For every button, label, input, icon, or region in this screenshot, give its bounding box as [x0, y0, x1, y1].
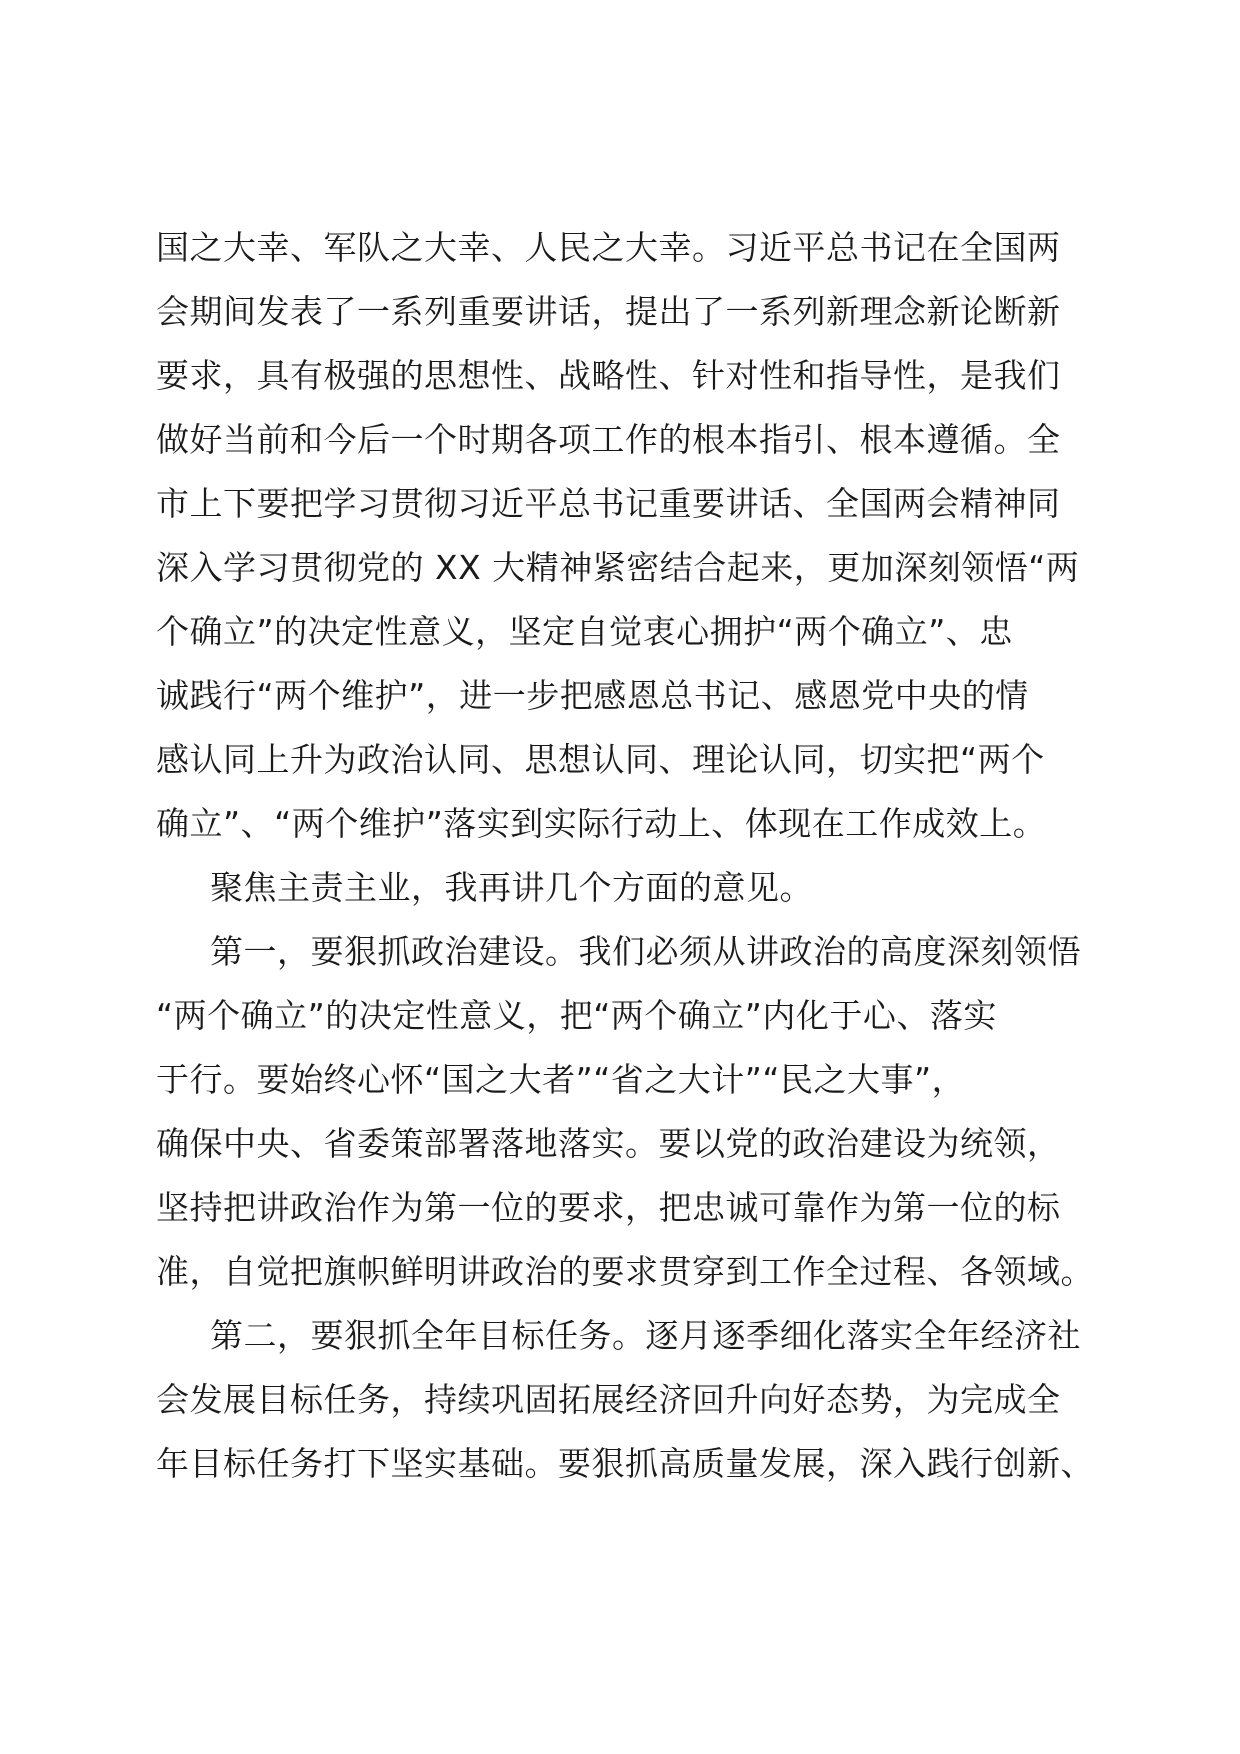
paragraph-first-line: 第二，要狠抓全年目标任务。逐月逐季细化落实全年经济社 [210, 1316, 1081, 1355]
text-line: 诚践行“两个维护”，进一步把感恩总书记、感恩党中央的情 [156, 676, 1029, 715]
text-line: 深入学习贯彻党的 XX 大精神紧密结合起来，更加深刻领悟“两 [156, 548, 1080, 587]
text-line: “两个确立”的决定性意义，把“两个确立”内化于心、落实 [156, 996, 997, 1035]
text-line: 市上下要把学习贯彻习近平总书记重要讲话、全国两会精神同 [156, 484, 1061, 523]
body-text [156, 216, 1096, 1496]
text-line: 要求，具有极强的思想性、战略性、针对性和指导性，是我们 [156, 356, 1061, 395]
paragraph-first-line: 聚焦主责主业，我再讲几个方面的意见。 [210, 868, 813, 907]
text-line: 于行。要始终心怀“国之大者”“省之大计”“民之大事”， [156, 1060, 966, 1099]
text-line: 个确立”的决定性意义，坚定自觉衷心拥护“两个确立”、忠 [156, 612, 1013, 651]
text-line: 坚持把讲政治作为第一位的要求，把忠诚可靠作为第一位的标 [156, 1188, 1061, 1227]
text-line: 会期间发表了一系列重要讲话，提出了一系列新理念新论断新 [156, 292, 1061, 331]
text-line: 确保中央、省委策部署落地落实。要以党的政治建设为统领， [156, 1124, 1061, 1163]
text-line: 感认同上升为政治认同、思想认同、理论认同，切实把“两个 [156, 740, 1045, 779]
text-line: 确立”、“两个维护”落实到实际行动上、体现在工作成效上。 [156, 804, 1047, 843]
text-line: 准，自觉把旗帜鲜明讲政治的要求贯穿到工作全过程、各领域。 [156, 1252, 1094, 1291]
text-line: 年目标任务打下坚实基础。要狠抓高质量发展，深入践行创新、 [156, 1444, 1094, 1483]
paragraph-first-line: 第一，要狠抓政治建设。我们必须从讲政治的高度深刻领悟 [210, 932, 1081, 971]
text-line: 国之大幸、军队之大幸、人民之大幸。习近平总书记在全国两 [156, 228, 1061, 267]
text-line: 做好当前和今后一个时期各项工作的根本指引、根本遵循。全 [156, 420, 1061, 459]
text-line: 会发展目标任务，持续巩固拓展经济回升向好态势，为完成全 [156, 1380, 1061, 1419]
